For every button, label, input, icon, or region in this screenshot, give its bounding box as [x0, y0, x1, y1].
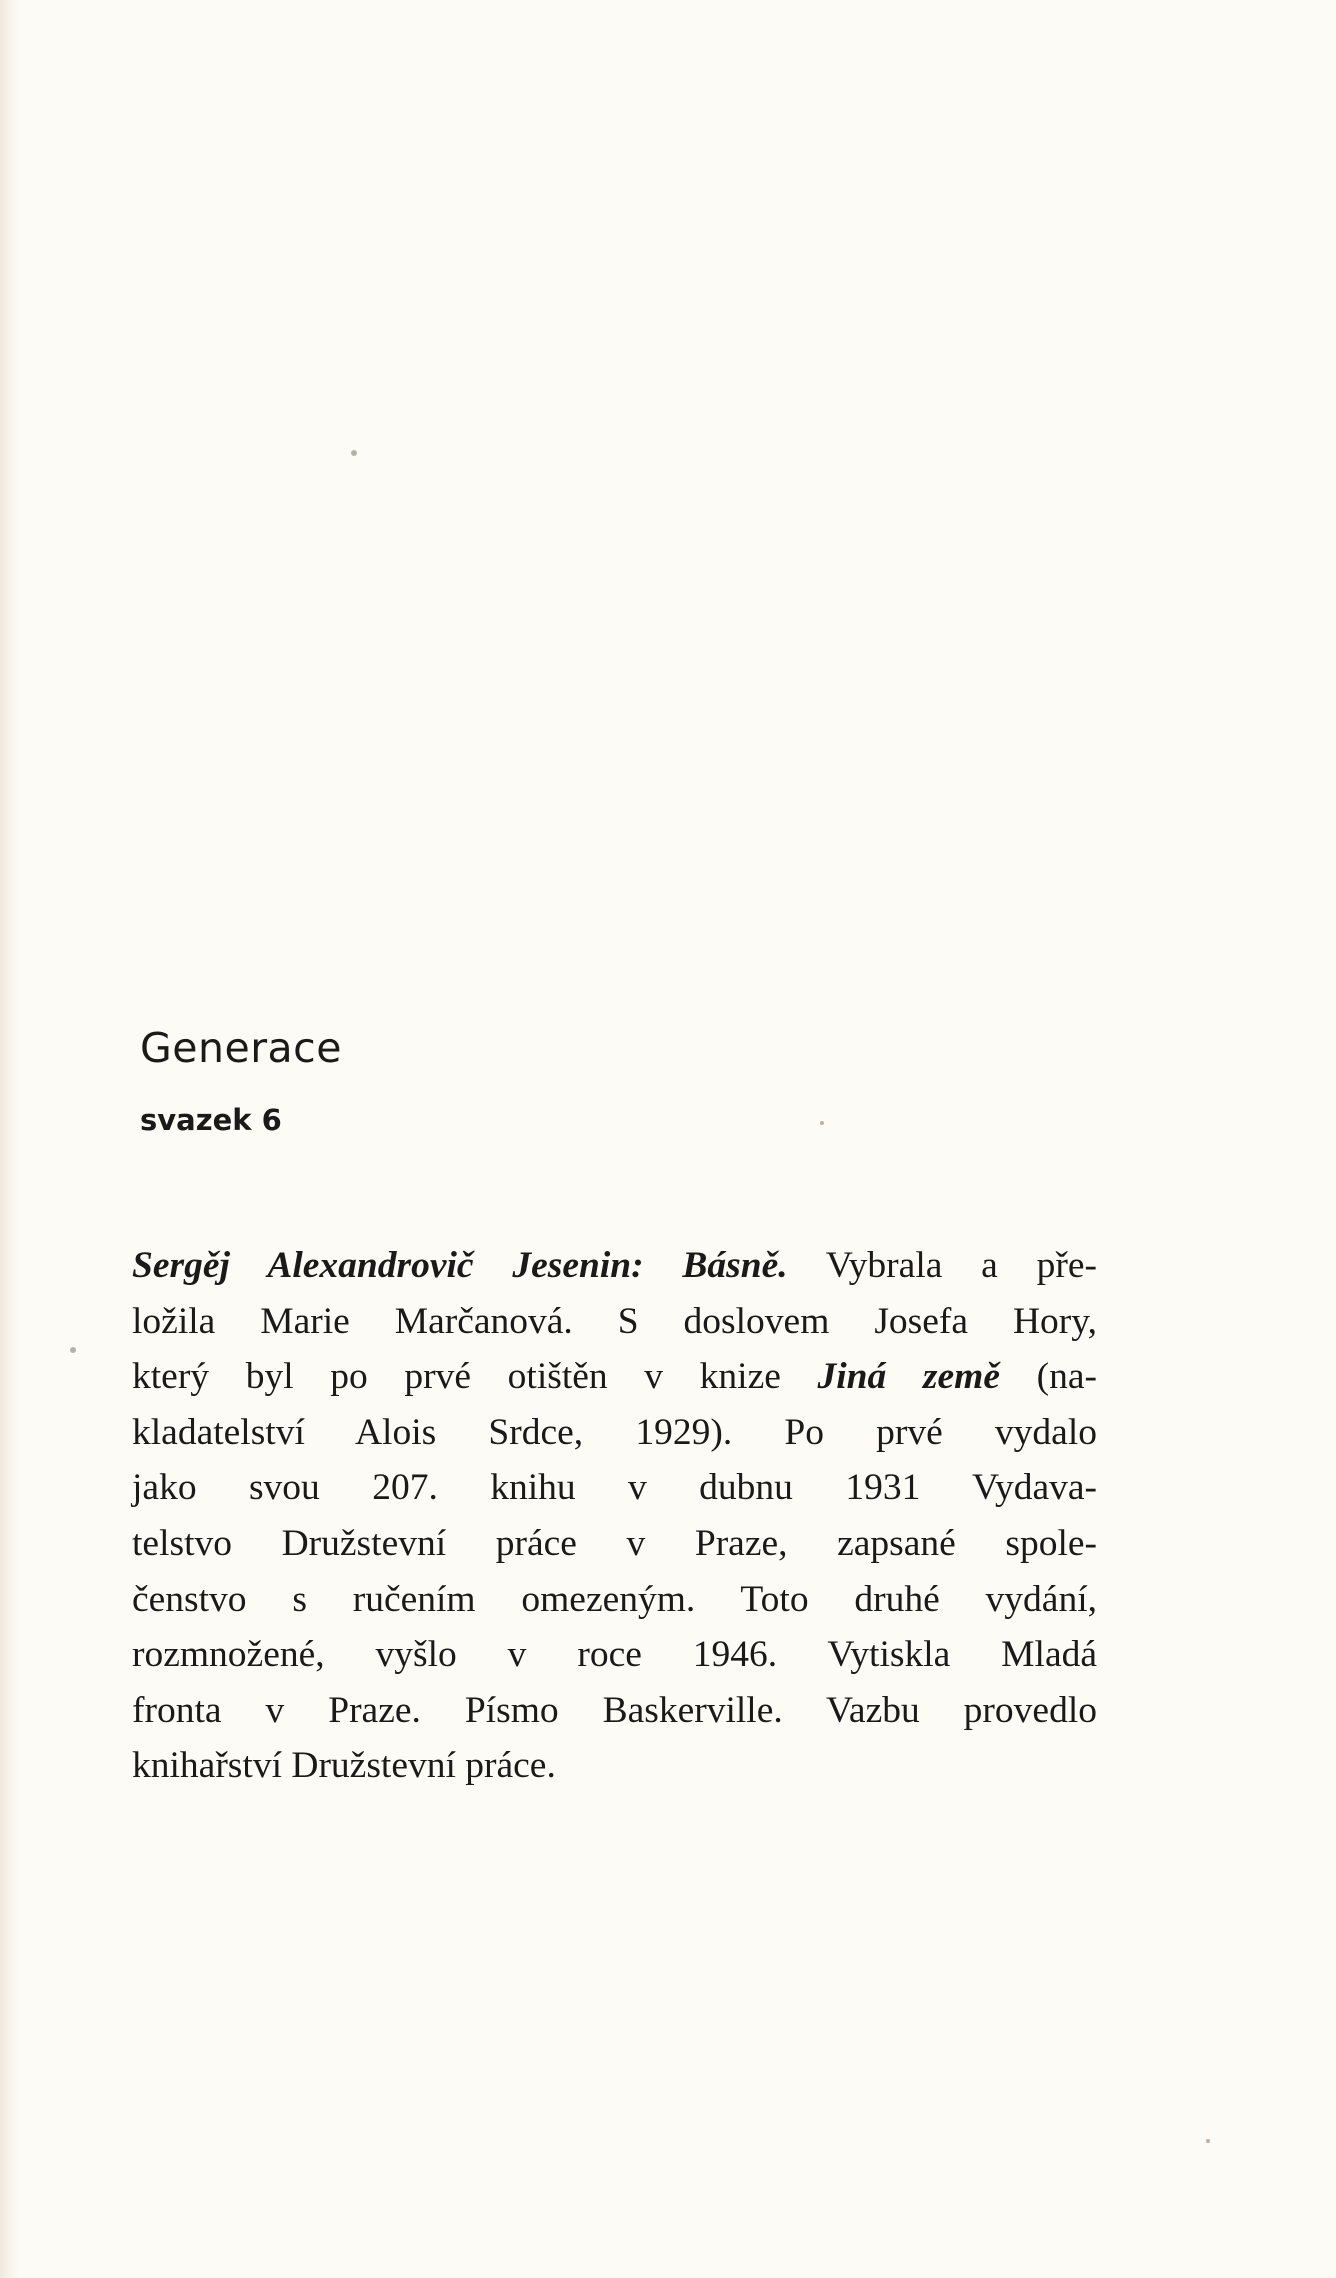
paper-speck [820, 1121, 824, 1125]
colophon-line: kladatelství Alois Srdce, 1929). Po prvé vydalo [132, 1411, 1097, 1453]
book-author-title: Sergěj Alexandrovič Jesenin: Básně. [132, 1245, 788, 1286]
paper-speck [1206, 2139, 1210, 2143]
paper-speck [351, 450, 357, 456]
page-binding-edge [0, 0, 18, 2278]
colophon-line: fronta v Praze. Písmo Baskerville. Vazbu provedlo [132, 1689, 1097, 1731]
colophon-line: jako svou 207. knihu v dubnu 1931 Vydava- [132, 1467, 1097, 1509]
colophon-line: čenstvo s ručením omezeným. Toto druhé vydání, [132, 1578, 1097, 1620]
colophon-text [132, 1238, 1097, 1794]
colophon-line: knihařství Družstevní práce. [132, 1745, 556, 1787]
series-volume: svazek 6 [140, 1103, 282, 1137]
colophon-line: Sergěj Alexandrovič Jesenin: Básně. Vybrala a pře- [132, 1245, 1097, 1286]
series-title: Generace [140, 1024, 342, 1072]
colophon-line: který byl po prvé otištěn v knize Jiná země (na- [132, 1356, 1097, 1398]
paper-speck [70, 1347, 76, 1353]
colophon-line: telstvo Družstevní práce v Praze, zapsané spole- [132, 1522, 1097, 1564]
colophon-line: rozmnožené, vyšlo v roce 1946. Vytiskla Mladá [132, 1634, 1097, 1676]
cited-book-title: Jiná země [817, 1356, 1000, 1398]
colophon-line: ložila Marie Marčanová. S doslovem Josefa Hory, [132, 1300, 1097, 1342]
